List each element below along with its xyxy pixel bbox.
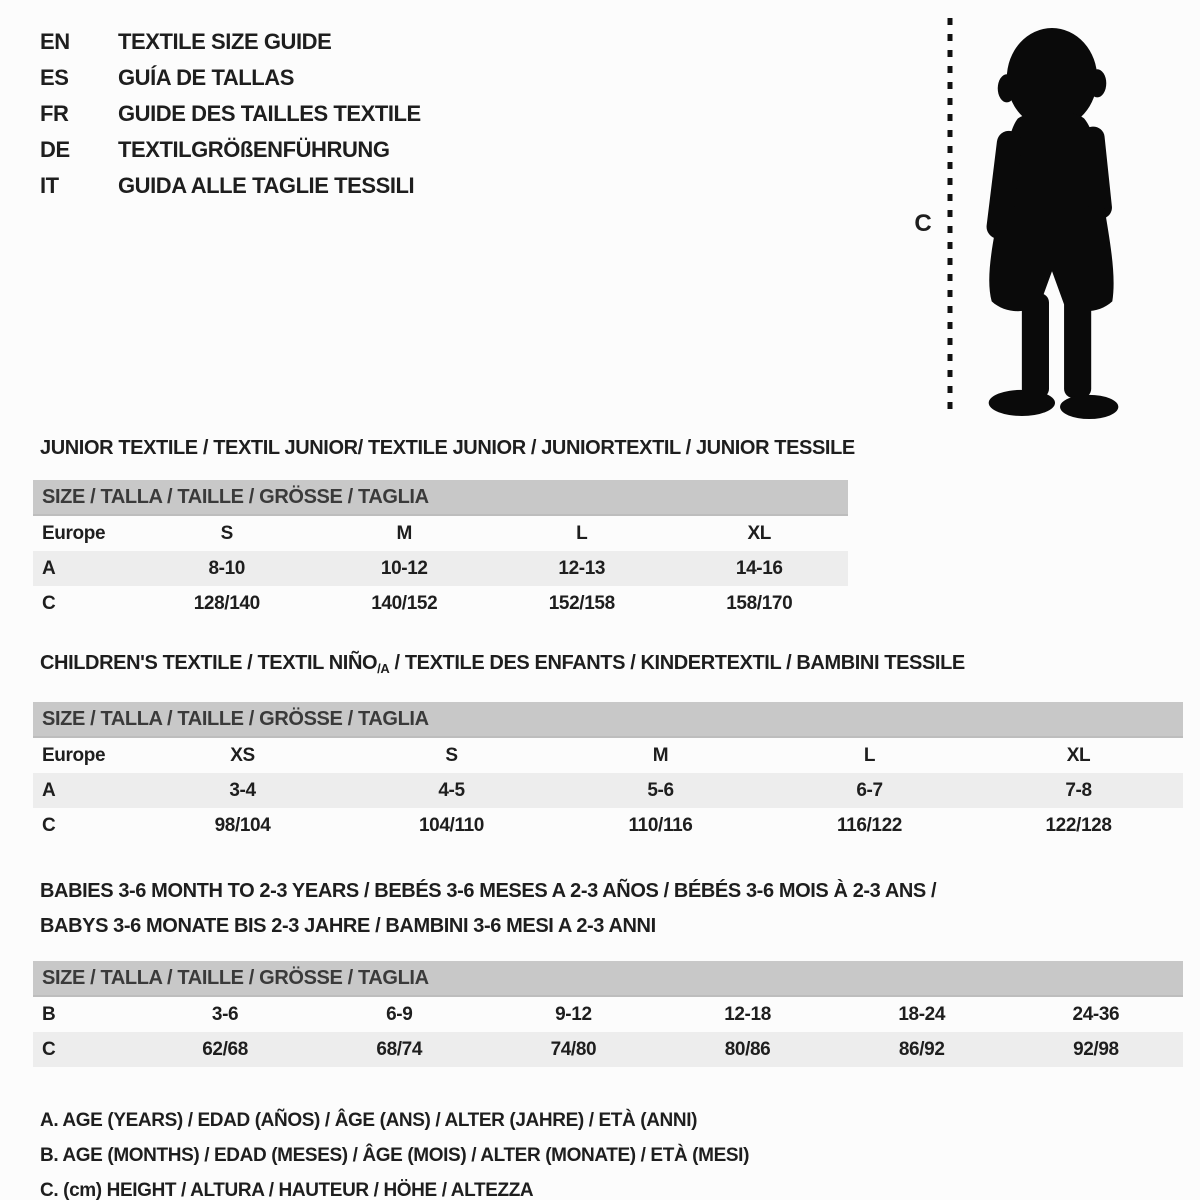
language-title: GUIDE DES TAILLES TEXTILE bbox=[118, 101, 421, 126]
size-cell: L bbox=[863, 744, 876, 766]
row-label: C bbox=[42, 814, 56, 836]
children-section-heading bbox=[40, 651, 1183, 681]
language-code: ES bbox=[40, 65, 69, 90]
junior-section-heading: JUNIOR TEXTILE / TEXTIL JUNIOR/ TEXTILE JUNIOR / JUNIORTEXTIL / JUNIOR TESSILE bbox=[40, 437, 855, 459]
table-row bbox=[33, 808, 1183, 843]
legend-line-b: B. AGE (MONTHS) / EDAD (MESES) / ÂGE (MOIS) / ALTER (MONATE) / ETÀ (MESI) bbox=[40, 1145, 750, 1166]
children-heading-sub: /A bbox=[377, 661, 390, 676]
table-row bbox=[33, 515, 848, 551]
size-cell: XL bbox=[747, 522, 772, 544]
size-cell: 110/116 bbox=[628, 814, 693, 836]
table-row bbox=[33, 551, 848, 586]
size-cell: 12-18 bbox=[724, 1003, 771, 1025]
size-cell: 98/104 bbox=[214, 814, 271, 836]
language-title: GUIDA ALLE TAGLIE TESSILI bbox=[118, 173, 415, 198]
size-cell: 24-36 bbox=[1072, 1003, 1120, 1025]
size-header-band: SIZE / TALLA / TAILLE / GRÖSSE / TAGLIA bbox=[33, 961, 1183, 996]
babies-heading-line1: BABIES 3-6 MONTH TO 2-3 YEARS / BEBÉS 3-6 MESES A 2-3 AÑOS / BÉBÉS 3-6 MOIS À 2-3 ANS / bbox=[40, 880, 937, 902]
language-title: TEXTILGRÖßENFÜHRUNG bbox=[118, 137, 390, 162]
size-cell: 3-4 bbox=[138, 773, 347, 808]
size-cell: 18-24 bbox=[898, 1003, 946, 1025]
children-size-table bbox=[33, 702, 1183, 843]
size-cell: 8-10 bbox=[138, 551, 316, 586]
legend-line-c: C. (cm) HEIGHT / ALTURA / HAUTEUR / HÖHE / ALTEZZA bbox=[40, 1180, 534, 1200]
row-label: Europe bbox=[42, 744, 106, 766]
table-row bbox=[33, 996, 1183, 1032]
size-cell: 4-5 bbox=[347, 773, 556, 808]
language-code: DE bbox=[40, 137, 70, 162]
size-cell: 128/140 bbox=[193, 592, 260, 614]
size-cell: S bbox=[445, 744, 458, 766]
row-label: B bbox=[42, 1003, 56, 1025]
legend-line-a: A. AGE (YEARS) / EDAD (AÑOS) / ÂGE (ANS) / ALTER (JAHRE) / ETÀ (ANNI) bbox=[40, 1110, 698, 1131]
size-cell: 3-6 bbox=[211, 1003, 239, 1025]
children-heading-post: / TEXTILE DES ENFANTS / KINDERTEXTIL / BAMBINI TESSILE bbox=[389, 652, 965, 674]
babies-section-heading bbox=[40, 874, 1183, 944]
language-title: TEXTILE SIZE GUIDE bbox=[118, 29, 332, 54]
language-code: EN bbox=[40, 29, 70, 54]
size-cell: XL bbox=[1066, 744, 1091, 766]
size-cell: 104/110 bbox=[419, 814, 484, 836]
size-tables-content bbox=[33, 436, 1183, 1200]
language-code: IT bbox=[40, 173, 59, 198]
size-cell: 158/170 bbox=[726, 592, 793, 614]
size-cell: 140/152 bbox=[371, 592, 438, 614]
table-row bbox=[33, 1032, 1183, 1067]
junior-size-table bbox=[33, 480, 848, 621]
language-title-list bbox=[40, 24, 421, 204]
size-cell: 116/122 bbox=[837, 814, 902, 836]
table-row bbox=[33, 586, 848, 621]
size-cell: M bbox=[652, 744, 669, 766]
size-cell: 5-6 bbox=[556, 773, 765, 808]
size-cell: 74/80 bbox=[486, 1032, 660, 1067]
row-label: C bbox=[42, 592, 56, 614]
table-row bbox=[33, 773, 1183, 808]
size-cell: 68/74 bbox=[312, 1032, 486, 1067]
babies-size-table bbox=[33, 961, 1183, 1067]
row-label: Europe bbox=[42, 522, 106, 544]
toddler-silhouette-icon bbox=[962, 20, 1140, 422]
row-label: A bbox=[33, 551, 138, 586]
size-cell: 6-9 bbox=[386, 1003, 413, 1025]
size-cell: S bbox=[220, 522, 233, 544]
row-label: C bbox=[33, 1032, 138, 1067]
size-header-band: SIZE / TALLA / TAILLE / GRÖSSE / TAGLIA bbox=[33, 702, 1183, 737]
size-cell: 14-16 bbox=[671, 551, 849, 586]
size-cell: 7-8 bbox=[974, 773, 1183, 808]
size-cell: 122/128 bbox=[1045, 814, 1112, 836]
size-cell: 62/68 bbox=[138, 1032, 312, 1067]
size-cell: M bbox=[396, 522, 412, 544]
table-row bbox=[33, 737, 1183, 773]
size-cell: 86/92 bbox=[835, 1032, 1009, 1067]
size-cell: XS bbox=[230, 744, 255, 766]
size-cell: 152/158 bbox=[548, 592, 615, 614]
language-title: GUÍA DE TALLAS bbox=[118, 65, 294, 90]
size-cell: 9-12 bbox=[555, 1003, 592, 1025]
measure-label-c: C bbox=[914, 210, 932, 237]
size-cell: L bbox=[576, 522, 588, 544]
size-cell: 12-13 bbox=[493, 551, 671, 586]
size-cell: 10-12 bbox=[316, 551, 494, 586]
height-measure-line bbox=[946, 16, 956, 418]
language-code: FR bbox=[40, 101, 69, 126]
size-cell: 6-7 bbox=[765, 773, 974, 808]
size-cell: 92/98 bbox=[1009, 1032, 1183, 1067]
size-cell: 80/86 bbox=[660, 1032, 834, 1067]
babies-heading-line2: BABYS 3-6 MONATE BIS 2-3 JAHRE / BAMBINI 3-6 MESI A 2-3 ANNI bbox=[40, 915, 656, 937]
measurement-legend bbox=[40, 1103, 1183, 1200]
children-heading-pre: CHILDREN'S TEXTILE / TEXTIL NIÑO bbox=[40, 652, 378, 674]
row-label: A bbox=[33, 773, 138, 808]
size-header-band: SIZE / TALLA / TAILLE / GRÖSSE / TAGLIA bbox=[33, 480, 848, 515]
